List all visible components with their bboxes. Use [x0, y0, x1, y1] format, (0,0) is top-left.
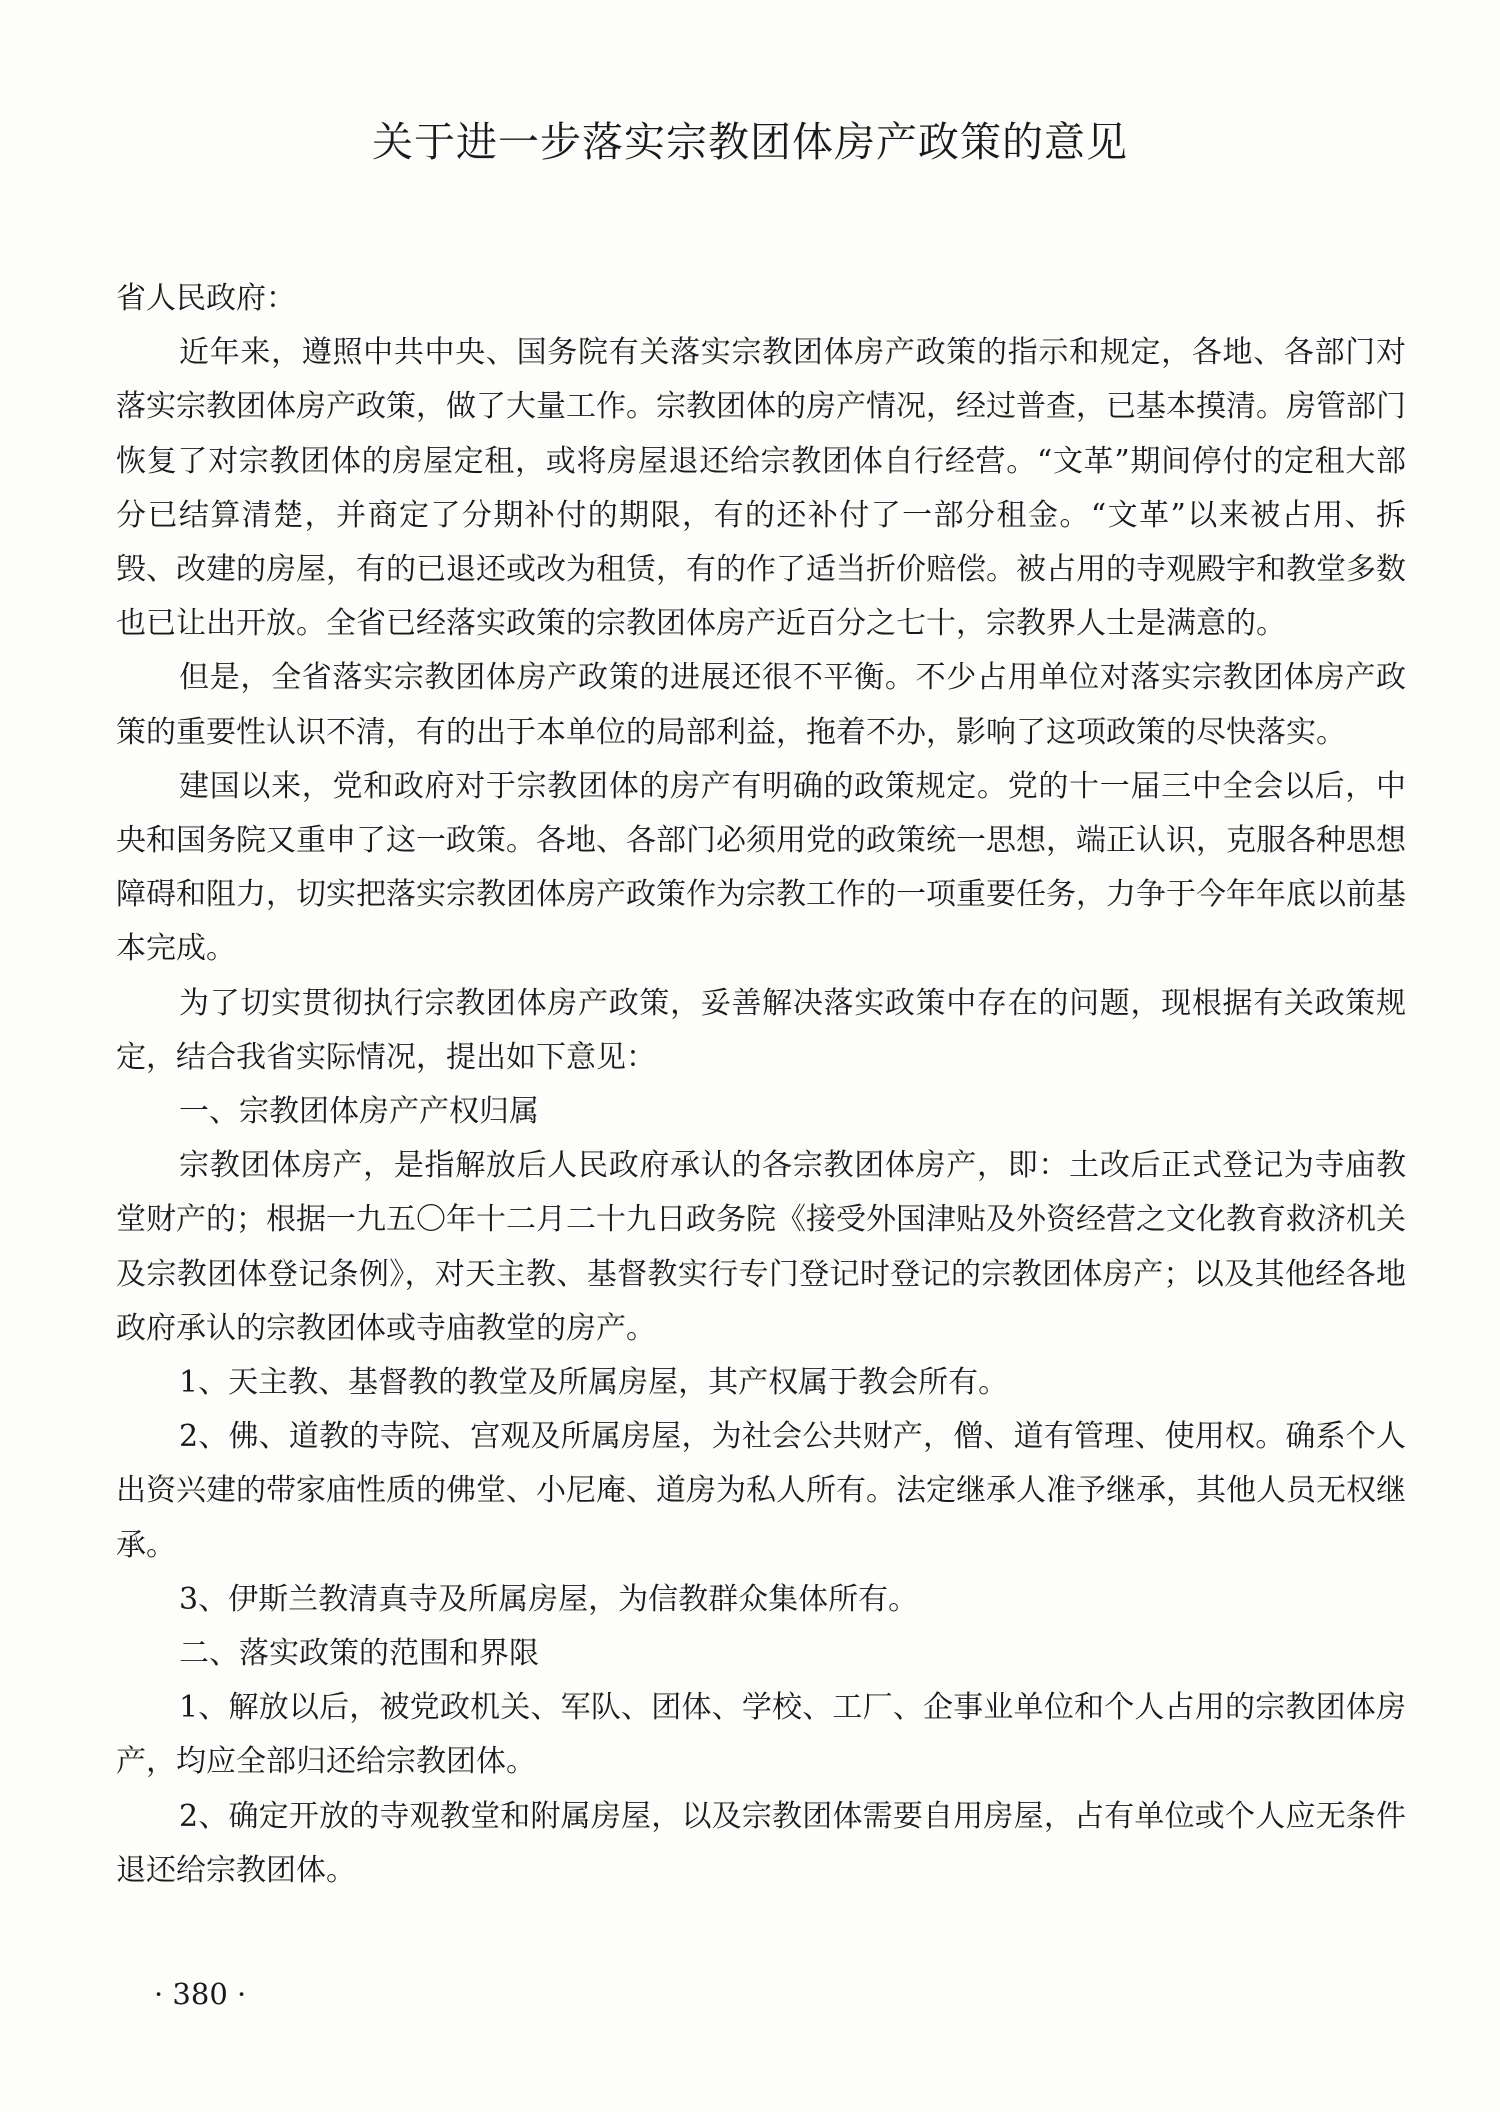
list-item-open-temples: 2、确定开放的寺观教堂和附属房屋，以及宗教团体需要自用房屋，占有单位或个人应无条件退还给宗教团体。: [116, 1798, 1406, 1888]
salutation: 省人民政府：: [116, 281, 296, 316]
document-title: 关于进一步落实宗教团体房产政策的意见: [372, 118, 1128, 166]
list-item-catholic-christian: 1、天主教、基督教的教堂及所属房屋，其产权属于教会所有。: [179, 1365, 1009, 1401]
page-number: · 380 ·: [154, 1977, 247, 2011]
paragraph-intro-progress: 近年来，遵照中共中央、国务院有关落实宗教团体房产政策的指示和规定，各地、各部门对落实宗教团体房产政策，做了大量工作。宗教团体的房产情况，经过普查，已基本摸清。房管部门恢复了对宗教团体的房屋定租，或将房屋退还给宗教团体自行经营。“文革”期间停付的定租大部分已结算清楚，并商定了分期补付的期限，有的还补付了一部分租金。“文革”以来被占用、拆毁、改建的房屋，有的已退还或改为租赁，有的作了适当折价赔偿。被占用的寺观殿宇和教堂多数也已让出开放。全省已经落实政策的宗教团体房产近百分之七十，宗教界人士是满意的。: [116, 335, 1406, 642]
section-heading-scope: 二、落实政策的范围和界限: [179, 1636, 539, 1672]
list-item-islam: 3、伊斯兰教清真寺及所属房屋，为信教群众集体所有。: [179, 1581, 919, 1617]
paragraph-definition: 宗教团体房产，是指解放后人民政府承认的各宗教团体房产，即：土改后正式登记为寺庙教堂财产的；根据一九五〇年十二月二十九日政务院《接受外国津贴及外资经营之文化教育救济机关及宗教团体登记条例》，对天主教、基督教实行专门登记时登记的宗教团体房产；以及其他经各地政府承认的宗教团体或寺庙教堂的房产。: [116, 1148, 1406, 1346]
list-item-occupied-property: 1、解放以后，被党政机关、军队、团体、学校、工厂、企事业单位和个人占用的宗教团体房产，均应全部归还给宗教团体。: [116, 1690, 1406, 1780]
document-body: [116, 272, 1406, 1898]
paragraph-uneven-progress: 但是，全省落实宗教团体房产政策的进展还很不平衡。不少占用单位对落实宗教团体房产政策的重要性认识不清，有的出于本单位的局部利益，拖着不办，影响了这项政策的尽快落实。: [116, 660, 1406, 750]
section-heading-ownership: 一、宗教团体房产产权归属: [179, 1094, 539, 1130]
paragraph-policy-background: 建国以来，党和政府对于宗教团体的房产有明确的政策规定。党的十一届三中全会以后，中央和国务院又重申了这一政策。各地、各部门必须用党的政策统一思想，端正认识，克服各种思想障碍和阻力，切实把落实宗教团体房产政策作为宗教工作的一项重要任务，力争于今年年底以前基本完成。: [116, 768, 1406, 967]
paragraph-purpose: 为了切实贯彻执行宗教团体房产政策，妥善解决落实政策中存在的问题，现根据有关政策规定，结合我省实际情况，提出如下意见：: [116, 985, 1406, 1075]
list-item-buddhist-taoist: 2、佛、道教的寺院、宫观及所属房屋，为社会公共财产，僧、道有管理、使用权。确系个人出资兴建的带家庙性质的佛堂、小尼庵、道房为私人所有。法定继承人准予继承，其他人员无权继承。: [116, 1419, 1406, 1563]
